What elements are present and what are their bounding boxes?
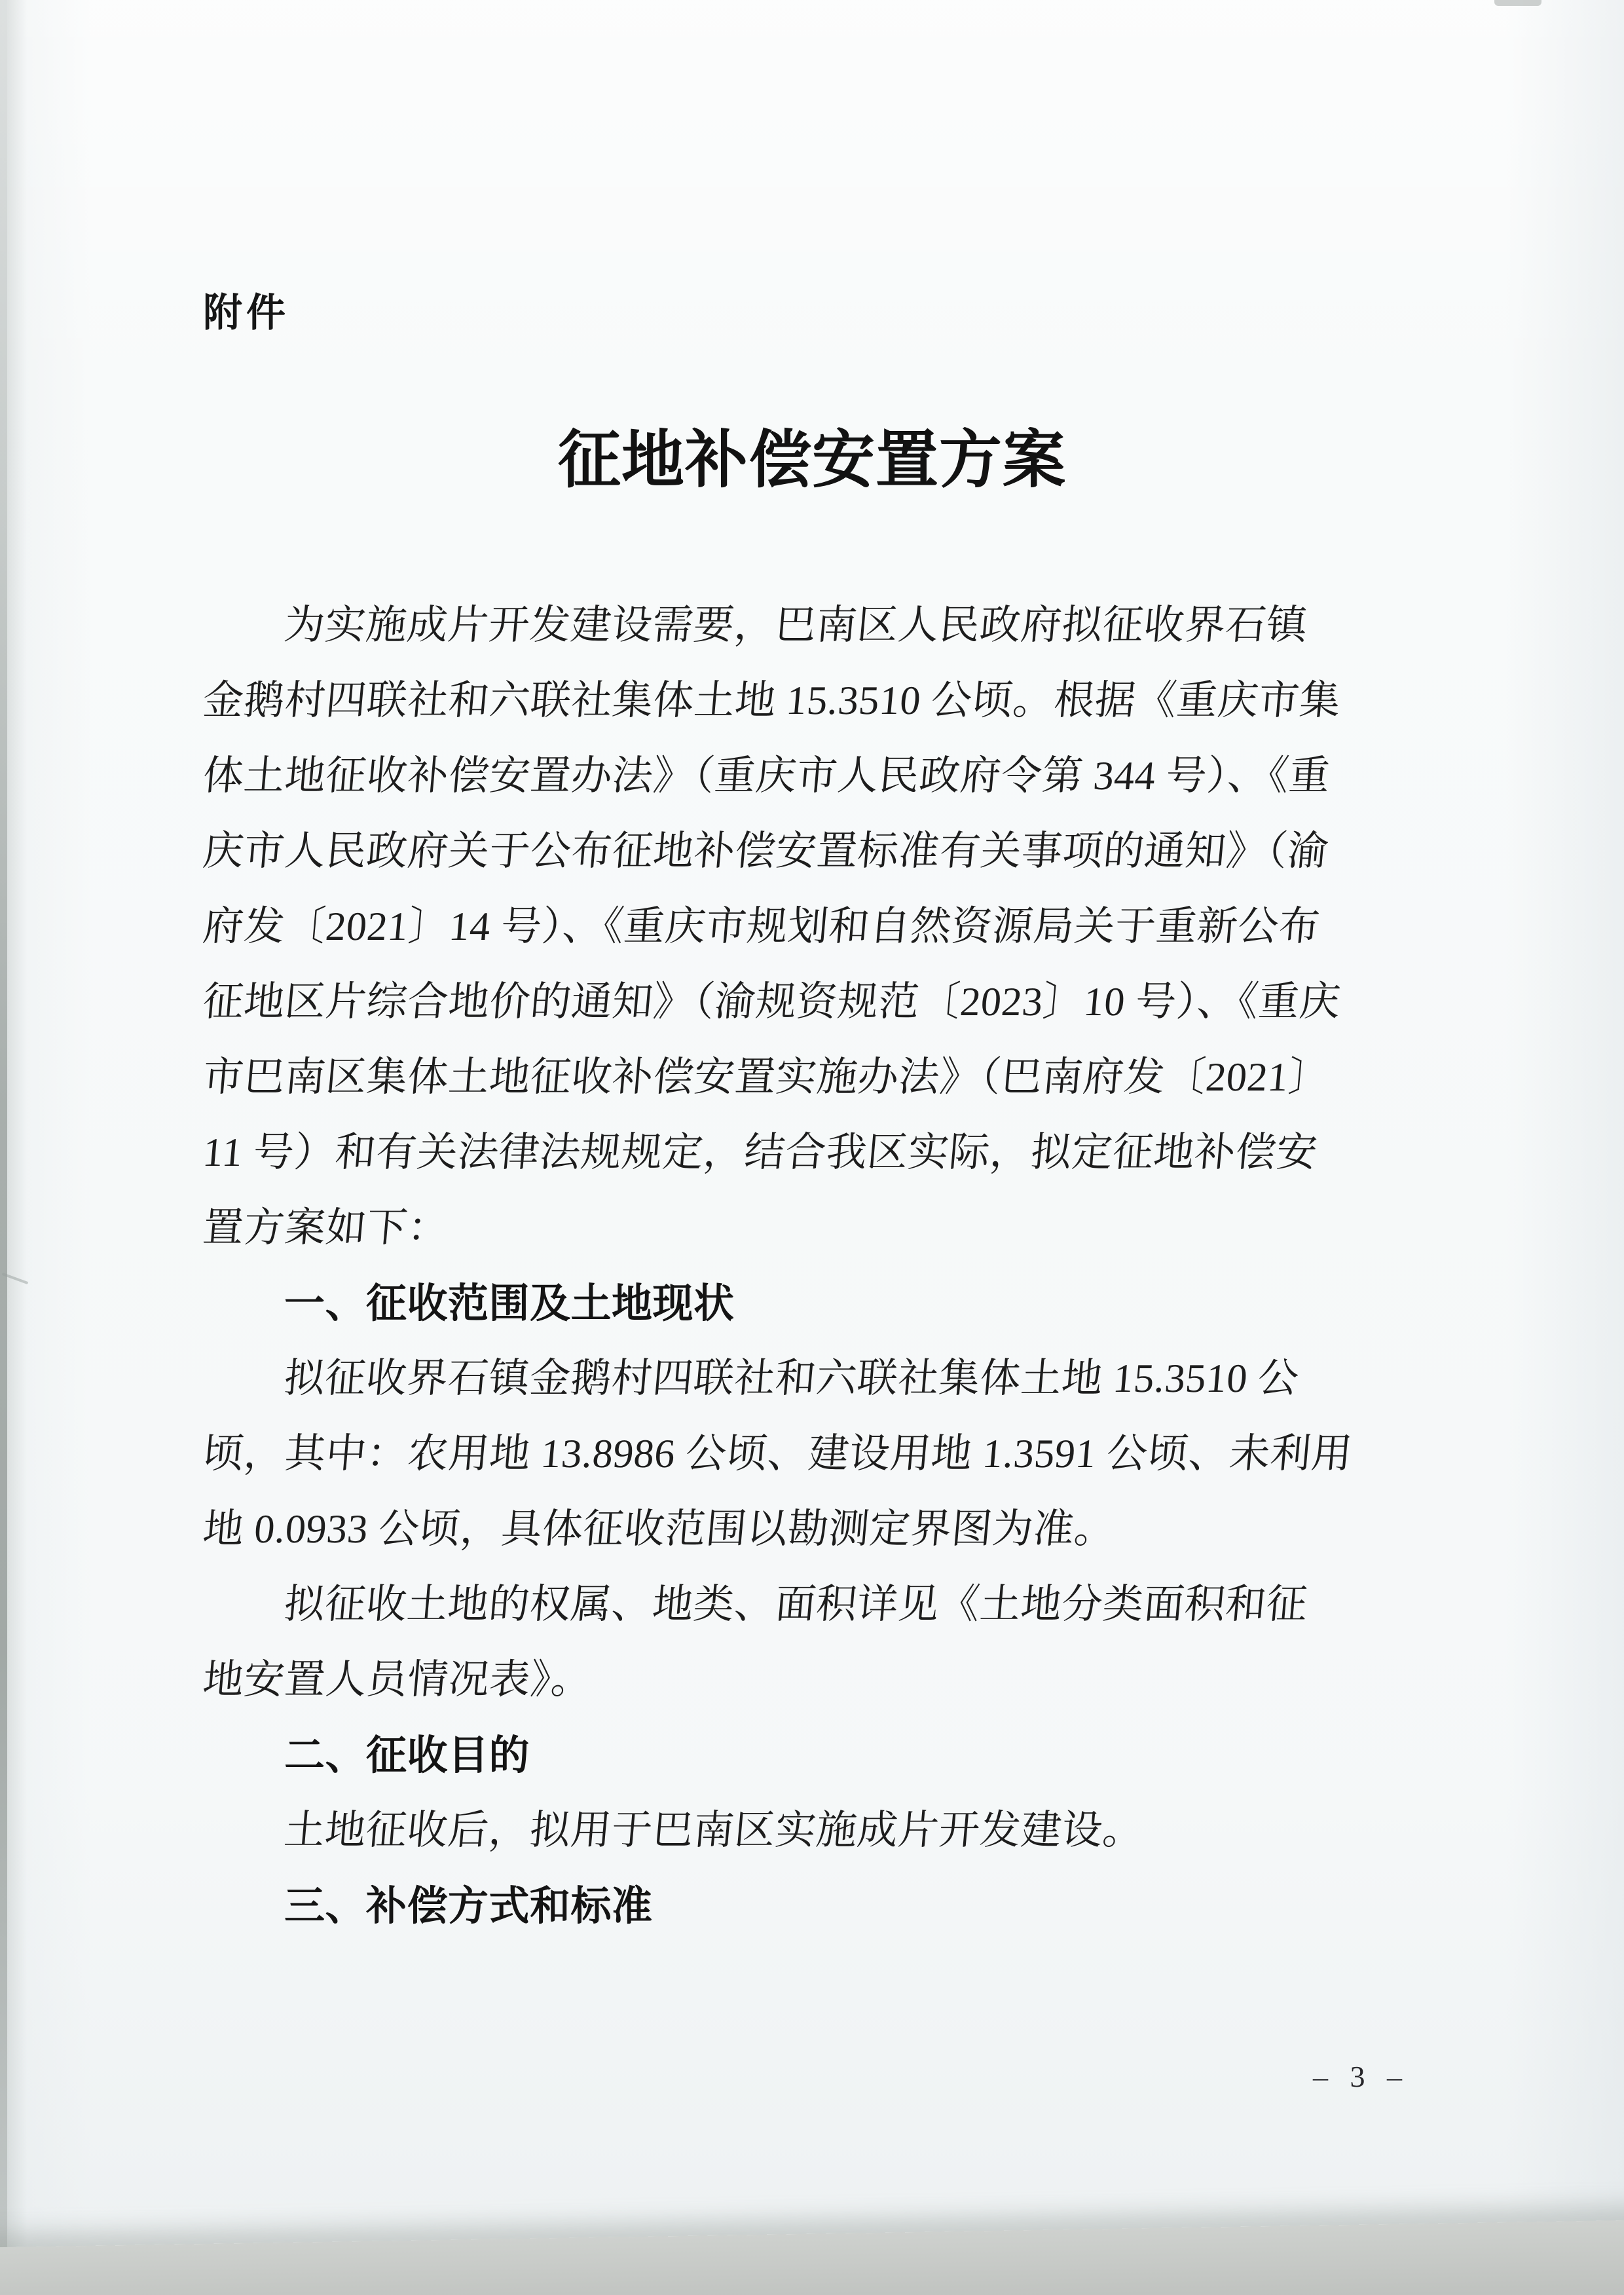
section-heading-1: 一、征收范围及土地现状 bbox=[284, 1281, 735, 1326]
body-line: 土地征收后，拟用于巴南区实施成片开发建设。 bbox=[282, 1808, 1146, 1853]
body-line: 为实施成片开发建设需要，巴南区人民政府拟征收界石镇 bbox=[282, 603, 1310, 648]
body-line: 府发〔2021〕14 号）、《重庆市规划和自然资源局关于重新公布 bbox=[201, 905, 1322, 949]
body-line: 市巴南区集体土地征收补偿安置实施办法》（巴南府发〔2021〕 bbox=[201, 1055, 1332, 1100]
scan-top-smudge bbox=[1494, 0, 1541, 6]
body-line: 地 0.0933 公顷，具体征收范围以勘测定界图为准。 bbox=[201, 1507, 1118, 1552]
body-line: 置方案如下： bbox=[201, 1206, 451, 1250]
body-line: 体土地征收补偿安置办法》（重庆市人民政府令第 344 号）、《重 bbox=[201, 754, 1333, 798]
body-line: 征地区片综合地价的通知》（渝规资规范〔2023〕10 号）、《重庆 bbox=[201, 980, 1343, 1024]
body-line: 拟征收界石镇金鹅村四联社和六联社集体土地 15.3510 公 bbox=[282, 1356, 1301, 1401]
body-line: 顷，其中：农用地 13.8986 公顷、建设用地 1.3591 公顷、未利用 bbox=[201, 1432, 1355, 1476]
section-heading-2: 二、征收目的 bbox=[284, 1733, 530, 1778]
body-line: 庆市人民政府关于公布征地补偿安置标准有关事项的通知》（渝 bbox=[201, 829, 1331, 874]
scan-left-edge-shadow bbox=[7, 0, 27, 2295]
attachment-label: 附件 bbox=[203, 291, 289, 335]
body-line: 金鹅村四联社和六联社集体土地 15.3510 公顷。根据《重庆市集 bbox=[201, 679, 1343, 723]
document-title: 征地补偿安置方案 bbox=[558, 425, 1066, 495]
document-body bbox=[203, 588, 1421, 1944]
section-heading-3: 三、补偿方式和标准 bbox=[284, 1884, 653, 1929]
body-line: 拟征收土地的权属、地类、面积详见《土地分类面积和征 bbox=[282, 1582, 1310, 1627]
body-line: 11 号）和有关法律法规规定，结合我区实际，拟定征地补偿安 bbox=[201, 1130, 1320, 1175]
page-number: – 3 – bbox=[1313, 2060, 1405, 2093]
scan-bottom-edge-band bbox=[0, 2220, 1624, 2295]
body-line: 地安置人员情况表》。 bbox=[201, 1658, 595, 1702]
scan-left-edge-artifact bbox=[0, 0, 7, 2295]
